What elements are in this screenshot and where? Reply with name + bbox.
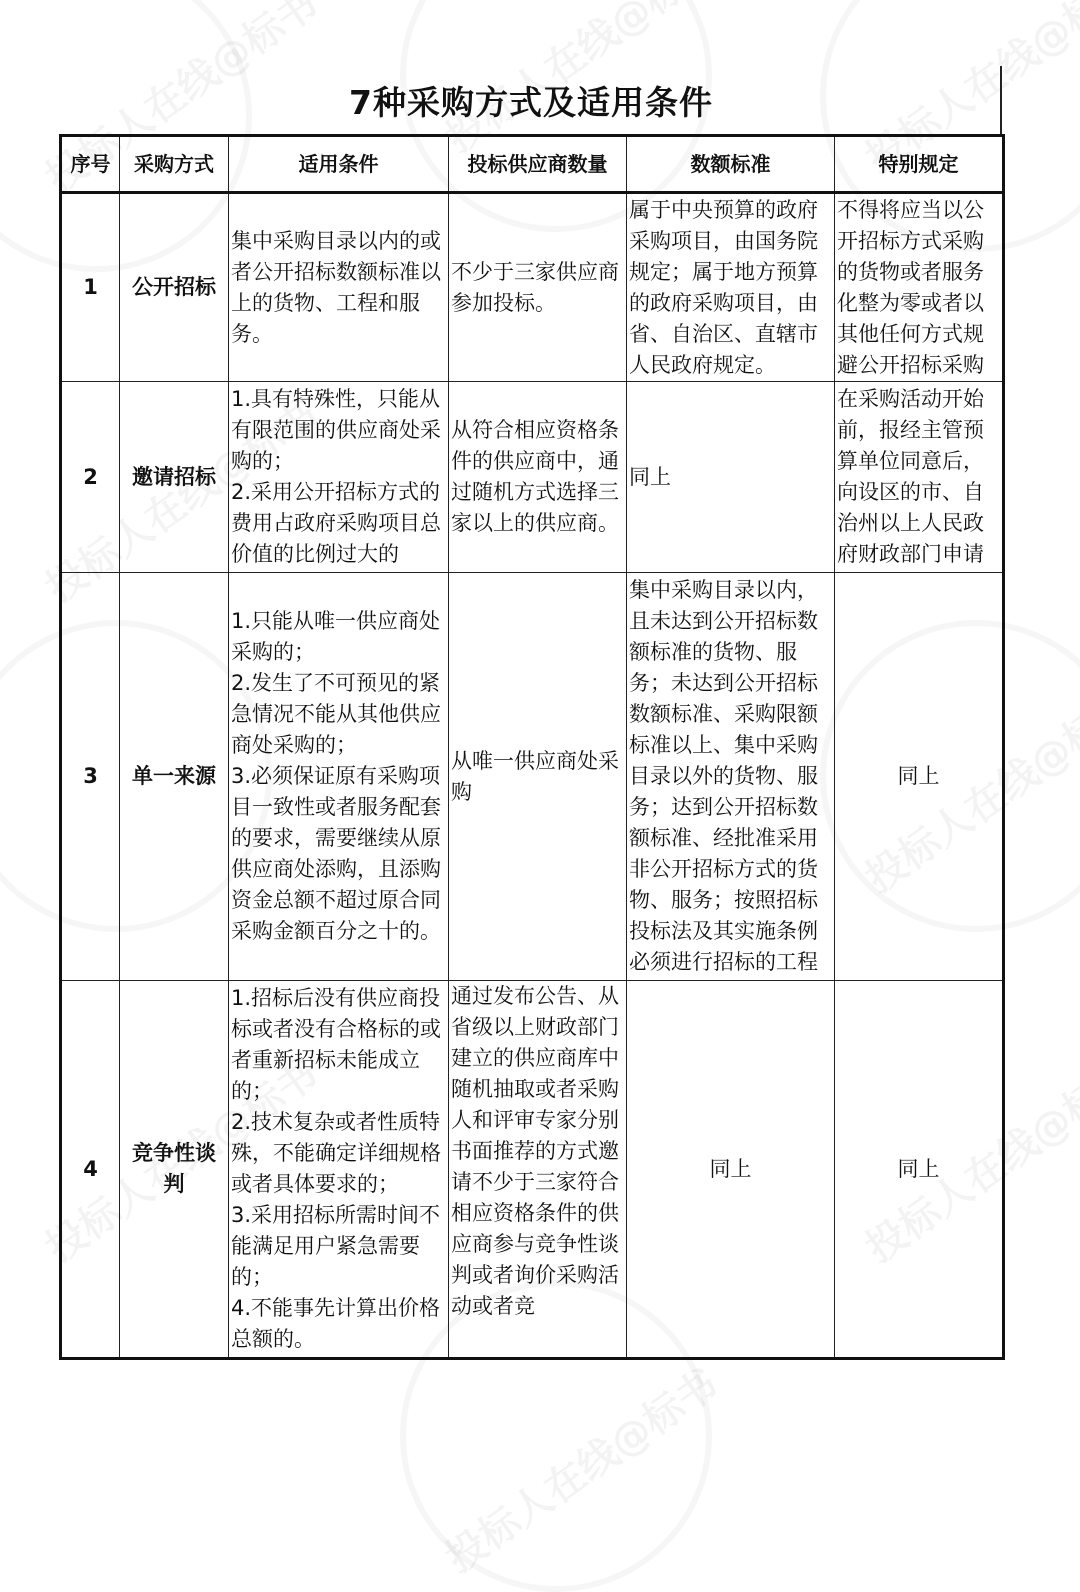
cell-conditions: 1.只能从唯一供应商处采购的； 2.发生了不可预见的紧急情况不能从其他供应商处采购的； 3.必须保证原有采购项目一致性或者服务配套的要求，需要继续从原供应商处添购，且添购资金总额不超过原合同采购金额百分之十的。 [229, 573, 449, 981]
header-special: 特别规定 [835, 136, 1004, 193]
table-row [61, 981, 1004, 1359]
cell-suppliers: 通过发布公告、从省级以上财政部门建立的供应商库中随机抽取或者采购人和评审专家分别书面推荐的方式邀请不少于三家符合相应资格条件的供应商参与竞争性谈判或者询价采购活动或者竞 [449, 981, 627, 1359]
cell-suppliers: 从符合相应资格条件的供应商中，通过随机方式选择三家以上的供应商。 [449, 382, 627, 573]
header-amount: 数额标准 [627, 136, 835, 193]
cell-conditions: 1.招标后没有供应商投标或者没有合格标的或者重新招标未能成立的； 2.技术复杂或者性质特殊，不能确定详细规格或者具体要求的； 3.采用招标所需时间不能满足用户紧急需要的； 4.不能事先计算出价格总额的。 [229, 981, 449, 1359]
table-row [61, 382, 1004, 573]
cell-amount: 同上 [627, 382, 835, 573]
cell-amount: 集中采购目录以内，且未达到公开招标数额标准的货物、服务；未达到公开招标数额标准、采购限额标准以上、集中采购目录以外的货物、服务；达到公开招标数额标准、经批准采用非公开招标方式的货物、服务；按照招标投标法及其实施条例必须进行招标的工程 [627, 573, 835, 981]
table-row [61, 573, 1004, 981]
watermark-text [433, 1353, 728, 1583]
header-method: 采购方式 [120, 136, 229, 193]
cell-special: 同上 [835, 573, 1004, 981]
cell-method: 邀请招标 [120, 382, 229, 573]
cell-suppliers: 不少于三家供应商参加投标。 [449, 193, 627, 382]
header-conditions: 适用条件 [229, 136, 449, 193]
page-title: 7种采购方式及适用条件 [349, 83, 713, 122]
cell-method: 单一来源 [120, 573, 229, 981]
cell-seq: 2 [61, 382, 120, 573]
cell-seq: 1 [61, 193, 120, 382]
cell-conditions: 1.具有特殊性，只能从有限范围的供应商处采购的； 2.采用公开招标方式的费用占政府采购项目总价值的比例过大的 [229, 382, 449, 573]
table-header-row [61, 136, 1004, 193]
cell-special: 不得将应当以公开招标方式采购的货物或者服务化整为零或者以其他任何方式规避公开招标采购 [835, 193, 1004, 382]
cell-special: 同上 [835, 981, 1004, 1359]
procurement-table [59, 134, 1005, 1360]
cell-conditions: 集中采购目录以内的或者公开招标数额标准以上的货物、工程和服务。 [229, 193, 449, 382]
cell-method: 公开招标 [120, 193, 229, 382]
cell-special: 在采购活动开始前，报经主管预算单位同意后，向设区的市、自治州以上人民政府财政部门申请 [835, 382, 1004, 573]
header-suppliers: 投标供应商数量 [449, 136, 627, 193]
cell-seq: 4 [61, 981, 120, 1359]
cell-suppliers: 从唯一供应商处采购 [449, 573, 627, 981]
table-row [61, 193, 1004, 382]
cell-seq: 3 [61, 573, 120, 981]
cell-amount: 同上 [627, 981, 835, 1359]
header-seq: 序号 [61, 136, 120, 193]
cell-method: 竞争性谈判 [120, 981, 229, 1359]
cell-amount: 属于中央预算的政府采购项目，由国务院规定；属于地方预算的政府采购项目，由省、自治区、直辖市人民政府规定。 [627, 193, 835, 382]
